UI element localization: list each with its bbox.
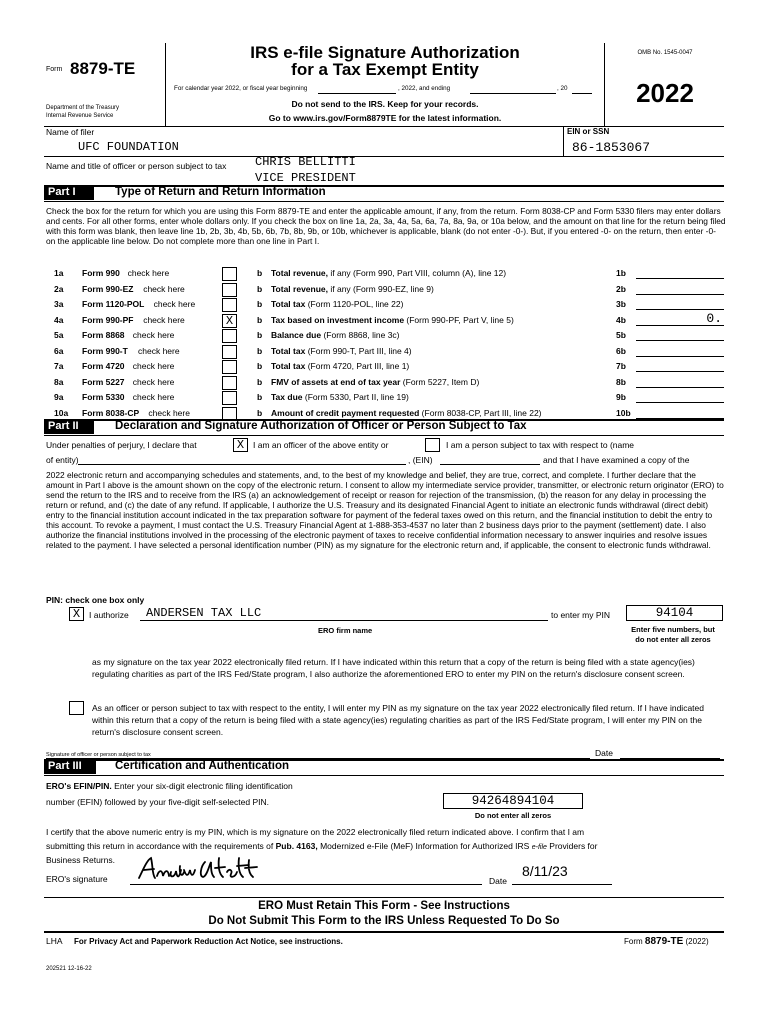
- efin-label: Enter your six-digit electronic filing identification: [111, 781, 293, 791]
- under-penalties: Under penalties of perjury, I declare that: [46, 440, 197, 450]
- retain-notice-1: ERO Must Retain This Form - See Instructions: [258, 900, 510, 912]
- line-desc: (Form 990-T, Part III, line 4): [305, 345, 412, 356]
- check-here: check here: [132, 330, 175, 340]
- footer-form-year: (2022): [685, 937, 709, 946]
- footer-form-number: 8879-TE: [644, 936, 684, 947]
- line-ref: 4b: [616, 314, 626, 325]
- certify-line2d: Providers for: [549, 841, 598, 851]
- form-name: Form 8868: [82, 330, 125, 340]
- to-enter-pin: to enter my PIN: [551, 610, 611, 620]
- certify-pub: Pub. 4163,: [275, 841, 318, 851]
- line-desc: if any (Form 990, Part VIII, column (A), line 12): [328, 268, 507, 278]
- line-number: 7a: [54, 361, 64, 371]
- line-b-letter: b: [257, 376, 263, 387]
- check-here: check here: [132, 376, 175, 387]
- line-b-letter: b: [257, 345, 263, 356]
- line-number: 2a: [54, 283, 64, 294]
- declaration-paragraph: 2022 electronic return and accompanying schedules and statements, and, to the best of my knowledge and belief, they are true, correct, and complete. I further declare that the amount in Part I above is the amount shown on the copy of the electronic return. I consent to allow my intermediate service provider, transmitter, or electronic return originator (ERO) to send the return to the IRS and to receive from the IRS (a) an acknowledgement of receipt or reason for rejection of the transmission, (b) the reason for any delay in processing the return or refund, and (c) the date of any refund. If applicable, I authorize the U.S. Treasury and its designated Financial Agent to initiate an electronic funds withdrawal (direct debit) entry to the financial institution account indicated in the tax preparation software for payment of the federal taxes owed on this return, and the financial institution to debit the entry to this account. To revoke a payment, I must contact the U.S. Treasury Financial Agent at 1-888-353-4537 no later than 2 business days prior to the payment (settlement) date. I also authorize the financial institutions involved in the processing of the electronic payment of taxes to receive confidential information necessary to answer inquiries and resolve issues related to the payment. I have selected a personal identification number (PIN) as my signature for the electronic return and, if applicable, the consent to electronic funds withdrawal.: [46, 470, 724, 550]
- lha-label: LHA: [46, 936, 63, 946]
- entity-name-field[interactable]: [78, 464, 406, 465]
- ein-label: EIN or SSN: [567, 127, 610, 136]
- person-subject-checkbox[interactable]: [425, 438, 440, 452]
- form-title-line2: for a Tax Exempt Entity: [291, 60, 479, 79]
- line-ref: 8b: [616, 376, 626, 387]
- form-name: Form 1120-POL: [82, 299, 145, 309]
- tax-year: 2022: [636, 78, 694, 108]
- calendar-line: For calendar year 2022, or fiscal year beginning: [174, 85, 308, 92]
- line-number: 1a: [54, 268, 64, 278]
- certify-line2a: submitting this return in accordance with the requirements of: [46, 841, 274, 851]
- officer-date-label: Date: [595, 748, 613, 758]
- examined-text: and that I have examined a copy of the: [543, 455, 690, 465]
- return-type-checkbox[interactable]: [222, 329, 237, 343]
- part1-instructions: Check the box for the return for which you are using this Form 8879-TE and enter the applicable amount, if any, from the return. Form 8038-CP and Form 5330 filers may enter dollars and cents. For all other forms, enter whole dollars only. If you check the box on line 1a, 2a, 3a, 4a, 5a, 6a, 7a, 8a, 9a, or 10a below, and the amount on that line for the return being filed with this form was blank, then leave line 1b, 2b, 3b, 4b, 5b, 6b, 7b, 8b, 9b, or 10b, whichever is applicable, blank (do not enter -0-). But, if you entered -0- on the return, then enter -0- on the applicable line below. Do not complete more than one line in Part I.: [46, 206, 726, 246]
- line-desc: (Form 8868, line 3c): [321, 330, 400, 340]
- fiscal-end-year-field[interactable]: [572, 93, 592, 94]
- line-desc-bold: Total revenue,: [271, 283, 328, 294]
- line-desc-bold: Total tax: [271, 299, 306, 309]
- amount-field[interactable]: [636, 294, 724, 295]
- dept-line1: Department of the Treasury: [46, 105, 120, 111]
- part1-label: Part I: [48, 186, 76, 198]
- form-name: Form 990-PF: [82, 314, 134, 325]
- efin-note: Do not enter all zeros: [474, 811, 552, 820]
- officer-pin-box[interactable]: 94104: [626, 605, 723, 621]
- calendar-mid: , 2022, and ending: [398, 85, 451, 92]
- filer-name-label: Name of filer: [46, 127, 95, 137]
- retain-notice-2: Do Not Submit This Form to the IRS Unless Requested To Do So: [208, 915, 560, 927]
- return-type-checkbox[interactable]: X: [222, 314, 237, 328]
- certify-line2c: Modernized e-File (MeF) Information for Authorized IRS: [320, 841, 530, 851]
- form-title-line1: IRS e-file Signature Authorization: [250, 43, 520, 62]
- line-number: 3a: [54, 299, 64, 309]
- authorize-checkbox[interactable]: X: [69, 607, 84, 621]
- return-type-checkbox[interactable]: [222, 283, 237, 297]
- line-b-letter: b: [257, 299, 263, 309]
- line-desc-bold: Balance due: [271, 330, 322, 340]
- line-desc-bold: Total tax: [271, 345, 306, 356]
- omb-number: OMB No. 1545-0047: [637, 50, 693, 56]
- return-type-checkbox[interactable]: [222, 391, 237, 405]
- amount-field[interactable]: [636, 278, 724, 279]
- check-here: check here: [127, 268, 170, 278]
- form-code: 202521 12-16-22: [46, 966, 92, 972]
- officer-text: I am an officer of the above entity or: [253, 440, 389, 450]
- ein-text: , (EIN): [408, 455, 433, 465]
- check-here: check here: [148, 407, 190, 418]
- spacer-box: [69, 655, 82, 667]
- line-number: 5a: [54, 330, 64, 340]
- form-name: Form 4720: [82, 361, 125, 371]
- line-b-letter: b: [257, 361, 263, 371]
- amount-field[interactable]: [636, 387, 724, 388]
- ero-firm-name[interactable]: ANDERSEN TAX LLC: [146, 606, 262, 620]
- line-desc-bold: Amount of credit payment requested: [271, 407, 420, 418]
- check-here: check here: [143, 314, 185, 325]
- line-ref: 1b: [616, 268, 626, 278]
- check-here: check here: [132, 392, 175, 402]
- line-amount[interactable]: 0.: [706, 310, 722, 326]
- part3-title: Certification and Authentication: [115, 760, 289, 772]
- ero-date-value[interactable]: 8/11/23: [522, 863, 568, 879]
- amount-field[interactable]: [636, 356, 724, 357]
- certify-line1: I certify that the above numeric entry is my PIN, which is my signature on the 2022 electronically filed return indicated above. I confirm that I am: [46, 827, 585, 837]
- line-desc: (Form 1120-POL, line 22): [305, 299, 404, 309]
- officer-enter-pin-checkbox[interactable]: [69, 701, 84, 715]
- line-desc-bold: FMV of assets at end of tax year: [271, 376, 401, 387]
- officer-checkbox[interactable]: X: [233, 438, 248, 452]
- form-number: 8879-TE: [70, 59, 136, 78]
- efin-label-line2: number (EFIN) followed by your five-digit self-selected PIN.: [46, 797, 269, 807]
- line-b-letter: b: [257, 283, 263, 294]
- line-desc-bold: Tax based on investment income: [271, 314, 405, 325]
- line-desc: if any (Form 990-EZ, line 9): [328, 283, 434, 294]
- line-desc: (Form 5330, Part II, line 19): [302, 392, 409, 402]
- signature-label: Signature of officer or person subject to tax: [46, 752, 151, 758]
- line-b-letter: b: [257, 330, 263, 340]
- form-prefix: Form: [46, 66, 63, 73]
- ero-signature-label: ERO's signature: [46, 874, 108, 884]
- form-name: Form 8038-CP: [82, 407, 140, 418]
- efin-label-bold: ERO's EFIN/PIN.: [46, 781, 112, 791]
- ero-date-label: Date: [489, 876, 507, 886]
- line-desc: (Form 990-PF, Part V, line 5): [404, 314, 514, 325]
- line-b-letter: b: [257, 314, 263, 325]
- line-number: 9a: [54, 392, 64, 402]
- check-here: check here: [138, 345, 180, 356]
- line-desc-bold: Total tax: [271, 361, 306, 371]
- line-ref: 3b: [616, 299, 626, 309]
- part3-label: Part III: [48, 760, 82, 772]
- check-here: check here: [153, 299, 196, 309]
- form-name: Form 990: [82, 268, 120, 278]
- form-name: Form 990-T: [82, 345, 128, 356]
- ero-date-field[interactable]: [512, 884, 612, 885]
- amount-field[interactable]: [636, 402, 724, 403]
- ero-signature-image: [135, 852, 275, 886]
- officer-paragraph: As an officer or person subject to tax with respect to the entity, I will enter my PIN as my signature on the tax year 2022 electronically filed return. If I have indicated within this return that a copy of the return is being filed with a state agency(ies) regulating charities as part of the IRS Fed/State program, I will enter my PIN on the return's disclosure consent screen.: [92, 703, 704, 737]
- line-number: 6a: [54, 345, 64, 356]
- ero-firm-label: ERO firm name: [318, 626, 373, 635]
- line-desc: (Form 4720, Part III, line 1): [305, 361, 410, 371]
- line-ref: 10b: [616, 407, 631, 418]
- privacy-notice: For Privacy Act and Paperwork Reduction Act Notice, see instructions.: [74, 937, 343, 946]
- form-name: Form 5330: [82, 392, 125, 402]
- fiscal-begin-field[interactable]: [318, 93, 396, 94]
- certify-line3: Business Returns.: [46, 855, 115, 865]
- line-b-letter: b: [257, 407, 263, 418]
- return-type-checkbox[interactable]: [222, 360, 237, 374]
- line-desc-bold: Total revenue,: [271, 268, 328, 278]
- person-text: I am a person subject to tax with respect to (name: [446, 440, 635, 450]
- part2-title: Declaration and Signature Authorization of Officer or Person Subject to Tax: [115, 420, 527, 432]
- of-entity: of entity): [46, 455, 79, 465]
- part2-label: Part II: [48, 420, 79, 432]
- dept-line2: Internal Revenue Service: [46, 113, 114, 119]
- fiscal-end-field[interactable]: [470, 93, 556, 94]
- ein-value[interactable]: 86-1853067: [572, 140, 651, 155]
- amount-field[interactable]: [636, 371, 724, 372]
- filer-name-value[interactable]: UFC FOUNDATION: [78, 140, 179, 154]
- line-b-letter: b: [257, 392, 263, 402]
- line-b-letter: b: [257, 268, 263, 278]
- authorize-text: I authorize: [89, 610, 129, 620]
- return-type-checkbox[interactable]: [222, 267, 237, 281]
- line-number: 8a: [54, 376, 64, 387]
- ero-signature-field[interactable]: [130, 884, 482, 885]
- line-number: 4a: [54, 314, 64, 325]
- form-name: Form 990-EZ: [82, 283, 134, 294]
- enter-five-note: Enter five numbers, but: [631, 625, 715, 634]
- check-here: check here: [143, 283, 185, 294]
- authorization-paragraph: as my signature on the tax year 2022 electronically filed return. If I have indicated within this return that a copy of the return is being filed with a state agency(ies) regulating charities as part of the IRS Fed/State program, I also authorize the aforementioned ERO to enter my PIN on the return's disclosure consent screen.: [92, 657, 695, 679]
- line-desc: (Form 5227, Item D): [400, 376, 480, 387]
- footer-form-label: Form: [624, 937, 643, 946]
- return-type-checkbox[interactable]: [222, 345, 237, 359]
- officer-title[interactable]: VICE PRESIDENT: [255, 171, 356, 185]
- line-ref: 7b: [616, 361, 626, 371]
- line-ref: 9b: [616, 392, 626, 402]
- efin-pin-box[interactable]: 94264894104: [443, 793, 583, 809]
- efile-mark: e-file: [531, 844, 547, 851]
- part1-title: Type of Return and Return Information: [115, 186, 326, 198]
- not-all-zeros-note: do not enter all zeros: [635, 635, 711, 644]
- line-ref: 6b: [616, 345, 626, 356]
- line-desc: (Form 8038-CP, Part III, line 22): [419, 407, 542, 418]
- return-type-checkbox[interactable]: [222, 376, 237, 390]
- line-number: 10a: [54, 407, 69, 418]
- line-ref: 2b: [616, 283, 626, 294]
- goto-notice: Go to www.irs.gov/Form8879TE for the latest information.: [268, 113, 502, 123]
- line-desc-bold: Tax due: [271, 392, 303, 402]
- do-not-send-notice: Do not send to the IRS. Keep for your records.: [291, 99, 479, 109]
- officer-label: Name and title of officer or person subject to tax: [46, 161, 227, 171]
- form-name: Form 5227: [82, 376, 125, 387]
- return-type-checkbox[interactable]: [222, 298, 237, 312]
- line-ref: 5b: [616, 330, 626, 340]
- officer-name[interactable]: CHRIS BELLITTI: [255, 155, 356, 169]
- amount-field[interactable]: [636, 340, 724, 341]
- calendar-end: , 20: [557, 85, 568, 92]
- entity-ein-field[interactable]: [440, 464, 540, 465]
- pin-header: PIN: check one box only: [46, 595, 145, 605]
- check-here: check here: [132, 361, 175, 371]
